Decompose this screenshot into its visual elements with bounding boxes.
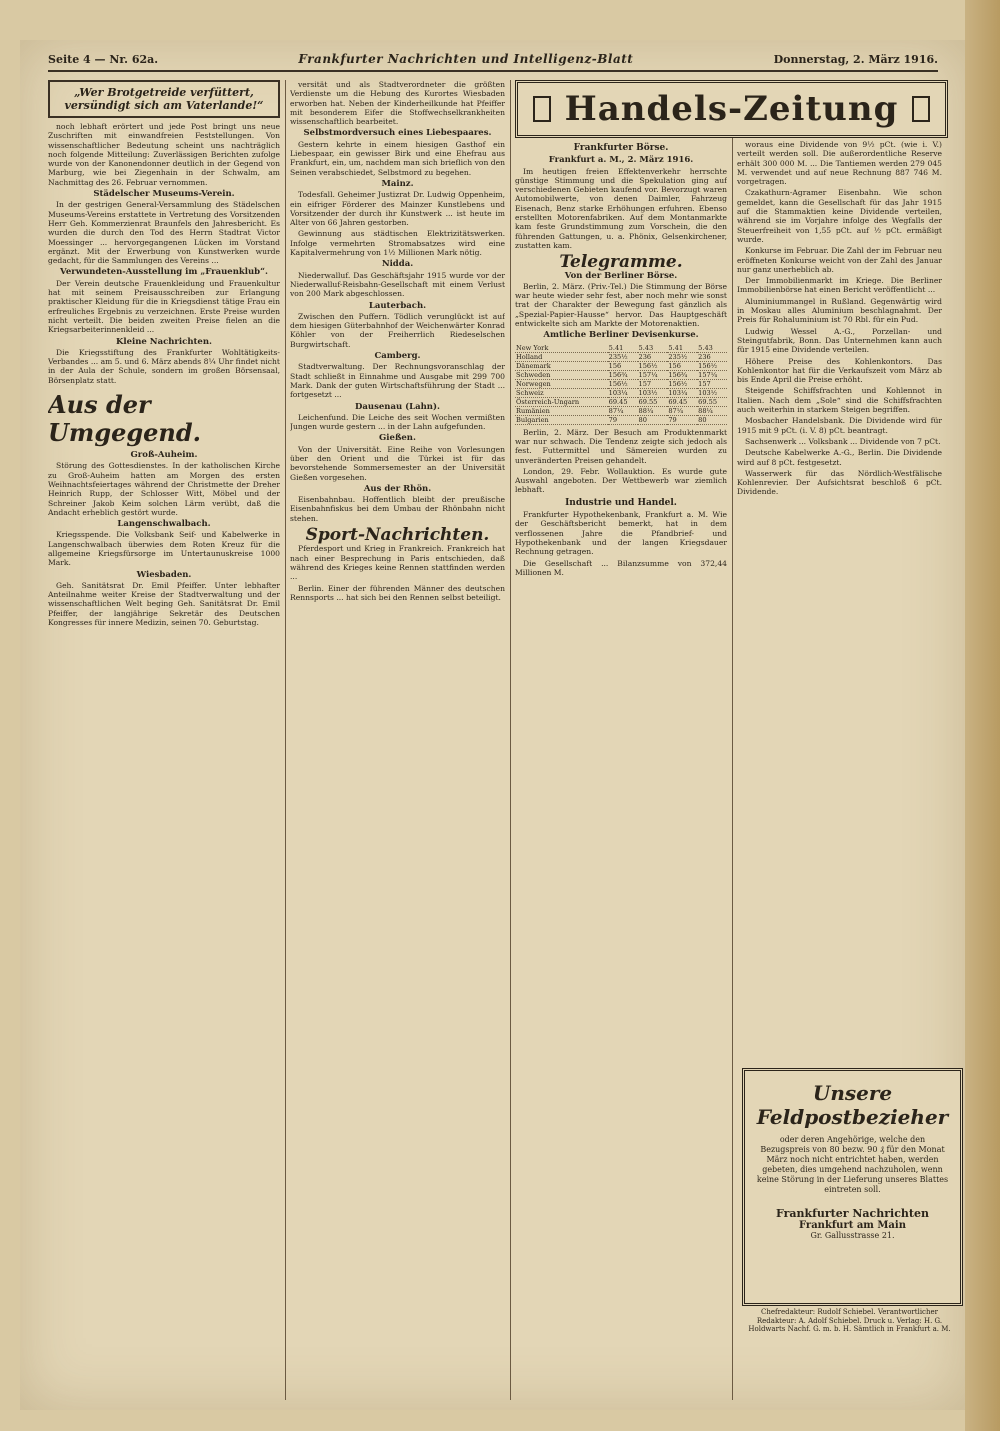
devisen-table xyxy=(515,344,727,425)
column-rule xyxy=(510,80,511,1400)
article-paragraph: Wasserwerk für das Nördlich-Westfälische Kohlenrevier. Der Aufsichtsrat beschloß 6 pCt. Dividende. xyxy=(737,468,942,497)
notice-title: Unsere Feldpostbezieher xyxy=(756,1081,949,1129)
column-2 xyxy=(290,80,505,1400)
page-number: Seite 4 — Nr. 62a. xyxy=(48,52,159,66)
section-heading: Mainz. xyxy=(381,178,414,189)
section-heading: Wiesbaden. xyxy=(136,569,192,580)
article-paragraph: Sachsenwerk ... Volksbank ... Dividende von 7 pCt. xyxy=(745,436,941,446)
table-cell: 5.41 xyxy=(608,344,638,353)
article-paragraph: Leichenfund. Die Leiche des seit Wochen vermißten Jungen wurde gestern ... in der Lahn aufgefunden. xyxy=(290,412,505,432)
article-paragraph: Berlin, 2. März. Der Besuch am Produktenmarkt war nur schwach. Die Tendenz zeigte sich jedoch als fest. Futtermittel und Sämereien wurden zu unveränderten Preisen gehandelt. xyxy=(515,427,727,465)
table-cell: Norwegen xyxy=(515,379,608,388)
article-paragraph: Stadtverwaltung. Der Rechnungsvoranschlag der Stadt schließt in Einnahme und Ausgabe mit 299 700 Mark. Dank der guten Wirtschaftsführung der Stadt ... fortgesetzt ... xyxy=(290,362,505,400)
publisher-name: Frankfurter Nachrichten xyxy=(775,1207,929,1220)
table-cell: Bulgarien xyxy=(515,415,608,424)
handels-zeitung-banner xyxy=(515,80,948,138)
table-cell: Österreich-Ungarn xyxy=(515,397,608,406)
table-cell: 103½ xyxy=(697,388,727,397)
imprint: Chefredakteur: Rudolf Schiebel. Verantwortlicher Redakteur: A. Adolf Schiebel. Druck u. Verlag: H. G. Holdwarts Nachf. G. m. b. H. Sämtlich in Frankfurt a. M. xyxy=(748,1308,951,1333)
article-paragraph: Deutsche Kabelwerke A.-G., Berlin. Die Dividende wird auf 8 pCt. festgesetzt. xyxy=(737,448,942,467)
article-paragraph: Gewinnung aus städtischen Elektrizitätswerken. Infolge vermehrten Stromabsatzes wird eine Kapitalvermehrung von 1½ Millionen Mark nötig. xyxy=(290,229,505,258)
table-cell: New York xyxy=(515,344,608,353)
table-cell: 156½ xyxy=(697,361,727,370)
feldpost-notice xyxy=(742,1068,963,1306)
page-header xyxy=(48,48,938,72)
table-cell: 5.41 xyxy=(667,344,697,353)
banner-title: Handels-Zeitung xyxy=(564,89,899,129)
table-cell: Holland xyxy=(515,352,608,361)
section-heading: Frankfurter Börse. xyxy=(573,143,669,153)
article-paragraph: Störung des Gottesdienstes. In der katholischen Kirche zu Groß-Auheim hatten am Morgen des ersten Weihnachtsfeiertages während der Christmette der Dreher Heinrich Rupp, der Schlosser Witt, Möbel und der Schreiner Jakob Keim solchen Lärm verübt, daß die Andacht erheblich gestört wurde. xyxy=(48,461,280,517)
table-row xyxy=(515,397,727,406)
table-cell: 236 xyxy=(638,352,668,361)
page-edge xyxy=(965,0,1000,1431)
article-paragraph: versität und als Stadtverordneter die größten Verdienste um die Hebung des Kurortes Wiesbaden erworben hat. Neben der Kinderheilkunde hat Pfeiffer mit besonderem Eifer die Stoffwechselkrankheiten wissenschaftlich bearbeitet. xyxy=(290,80,505,127)
article-paragraph: Von der Universität. Eine Reihe von Vorlesungen über den Orient und die Türkei ist für das bevorstehende Sommersemester an der Universität Gießen vorgesehen. xyxy=(290,444,505,482)
section-title-sport: Sport-Nachrichten. xyxy=(305,525,490,546)
article-paragraph: Czakathurn-Agramer Eisenbahn. Wie schon gemeldet, kann die Gesellschaft für das Jahr 1915 auf die Stammaktien keine Dividende verteilen, während sie im Vorjahre infolge des Wegfalls der Steuerfreiheit von 1,55 pCt. auf ½ pCt. ermäßigt wurde. xyxy=(737,188,942,244)
section-heading: Verwundeten-Ausstellung im „Frauenklub“. xyxy=(60,267,268,278)
article-paragraph: Berlin. Einer der führenden Männer des deutschen Rennsports ... hat sich bei den Rennen selbst beteiligt. xyxy=(290,583,505,602)
table-row xyxy=(515,388,727,397)
publisher-city: Frankfurt am Main xyxy=(799,1220,906,1231)
table-cell: 156 xyxy=(608,361,638,370)
table-cell: 156½ xyxy=(638,361,668,370)
article-paragraph: Kriegsspende. Die Volksbank Seif- und Kabelwerke in Langenschwalbach überwies dem Roten Kreuz für die allgemeine Kriegsfürsorge im Untertaunuskreise 1000 Mark. xyxy=(48,530,280,568)
article-paragraph: Höhere Preise des Kohlenkontors. Das Kohlenkontor hat für die Verkaufszeit vom März ab bis Ende April die Preise erhöht. xyxy=(737,356,942,385)
article-paragraph: Frankfurter Hypothekenbank, Frankfurt a. M. Wie der Geschäftsbericht bemerkt, hat in dem verflossenen Jahre die Pfandbrief- und Hypothekenbank und der langen Kriegsdauer Rechnung getragen. xyxy=(515,510,727,557)
publisher-address: Gr. Gallusstrasse 21. xyxy=(810,1231,895,1240)
table-cell: 235½ xyxy=(608,352,638,361)
article-paragraph: Die Gesellschaft ... Bilanzsumme von 372,44 Millionen M. xyxy=(515,558,727,577)
section-heading: Industrie und Handel. xyxy=(565,497,677,508)
column-1 xyxy=(48,80,280,1400)
table-cell: 69.55 xyxy=(697,397,727,406)
article-paragraph: Berlin, 2. März. (Priv.-Tel.) Die Stimmung der Börse war heute wieder sehr fest, aber noch mehr wie sonst trat der Charakter der Bewegung fast gänzlich als „Spezial-Papier-Hausse“ hervor. Das Hauptgeschäft entwickelte sich am Markte der Motorenaktien. xyxy=(515,281,727,329)
table-cell: Schweiz xyxy=(515,388,608,397)
table-cell: 236 xyxy=(697,352,727,361)
table-cell: 79 xyxy=(667,415,697,424)
section-heading: Lauterbach. xyxy=(368,300,427,311)
issue-date: Donnerstag, 2. März 1916. xyxy=(773,52,938,66)
table-row xyxy=(515,415,727,424)
section-heading: Aus der Rhön. xyxy=(363,483,432,494)
section-title-umgegend: Aus der Umgegend. xyxy=(48,390,202,448)
table-cell: 69.55 xyxy=(638,397,668,406)
article-paragraph: Der Verein deutsche Frauenkleidung und Frauenkultur hat mit seinem Preisausschreiben zur Erlangung praktischer Kleidung für die in Kriegsdienst tätige Frau ein erfreuliches Ergebnis zu verzeichnen. Erste Preise wurden nicht verteilt. Die beiden zweiten Preise fielen an die Kriegsarbeiterinnenkleid ... xyxy=(48,278,280,335)
table-cell: 79 xyxy=(608,415,638,424)
table-cell: 103½ xyxy=(638,388,668,397)
section-heading: Groß-Auheim. xyxy=(130,450,198,461)
article-paragraph: In der gestrigen General-Versammlung des Städelschen Museums-Vereins erstattete in Vertretung des Vorsitzenden Herr Geh. Kommerzienrat Braunfels den Jahresbericht. Es wurden die durch den Tod des Herrn Stadtrat Victor Moessinger ... hervorgegangenen Lücken im Vorstand ergänzt. Mit der Erwerbung von Kunstwerken wurde gedacht, für die Sammlungen des Vereins ... xyxy=(48,200,280,266)
table-cell: 157¼ xyxy=(697,370,727,379)
table-cell: 88¼ xyxy=(638,406,668,415)
table-cell: 80 xyxy=(638,415,668,424)
column-4 xyxy=(737,140,942,885)
section-heading: Von der Berliner Börse. xyxy=(564,270,678,281)
boxed-headline: „Wer Brotgetreide verfüttert, versündigt sich am Vaterlande!“ xyxy=(48,80,280,118)
table-cell: 87¼ xyxy=(608,406,638,415)
table-cell: 157¼ xyxy=(638,370,668,379)
section-heading: Selbstmordversuch eines Liebespaares. xyxy=(303,128,492,139)
table-cell: 157 xyxy=(638,379,668,388)
table-row xyxy=(515,352,727,361)
section-heading: Kleine Nachrichten. xyxy=(116,336,212,347)
article-paragraph: Mosbacher Handelsbank. Die Dividende wird für 1915 mit 9 pCt. (i. V. 8) pCt. beantragt. xyxy=(737,416,942,435)
table-cell: 156½ xyxy=(667,379,697,388)
section-heading: Städelscher Museums-Verein. xyxy=(93,189,235,200)
section-heading: Camberg. xyxy=(374,351,421,362)
notice-text: oder deren Angehörige, welche den Bezugspreis von 80 bezw. 90 ₰ für den Monat März noch nicht entrichtet haben, werden gebeten, dies umgehend nachzuholen, wenn keine Störung in der Lieferung unseres Blattes eintreten soll. xyxy=(756,1135,949,1194)
table-cell: Rumänien xyxy=(515,406,608,415)
table-cell: 156¾ xyxy=(608,370,638,379)
table-row xyxy=(515,344,727,353)
table-cell: 5.43 xyxy=(697,344,727,353)
article-paragraph: Konkurse im Februar. Die Zahl der im Februar neu eröffneten Konkurse weicht von der Zahl des Januar nur ganz unerheblich ab. xyxy=(737,246,942,274)
table-cell: 103¼ xyxy=(608,388,638,397)
table-cell: 88¼ xyxy=(697,406,727,415)
table-title: Amtliche Berliner Devisenkurse. xyxy=(543,330,699,341)
article-paragraph: Ludwig Wessel A.-G., Porzellan- und Steingutfabrik, Bonn. Das Unternehmen kann auch für 1915 eine Dividende verteilen. xyxy=(737,326,942,355)
article-paragraph: Eisenbahnbau. Hoffentlich bleibt der preußische Eisenbahnfiskus bei dem Umbau der Rhönbahn nicht stehen. xyxy=(290,495,505,523)
section-heading: Gießen. xyxy=(379,433,416,444)
column-rule xyxy=(732,80,733,1400)
table-cell: 87¼ xyxy=(667,406,697,415)
article-paragraph: Der Immobilienmarkt im Kriege. Die Berliner Immobilienbörse hat einen Bericht veröffentlicht ... xyxy=(737,276,942,295)
table-cell: 103¼ xyxy=(667,388,697,397)
newspaper-title: Frankfurter Nachrichten und Intelligenz-Blatt xyxy=(298,52,634,66)
ornament-icon xyxy=(533,96,551,122)
section-heading: Langenschwalbach. xyxy=(117,519,211,530)
section-title-telegramme: Telegramme. xyxy=(559,252,683,273)
article-paragraph: Die Kriegsstiftung des Frankfurter Wohltätigkeits-Verbandes ... am 5. und 6. März abends 8¼ Uhr findet nicht in der Aula der Schule, sondern im großen Börsensaal, Börsenplatz statt. xyxy=(48,347,280,385)
article-paragraph: Geh. Sanitätsrat Dr. Emil Pfeiffer. Unter lebhafter Anteilnahme weiter Kreise der Stadtverwaltung und der wissenschaftlichen Welt beging Geh. Sanitätsrat Dr. Emil Pfeiffer, der langjährige Sekretär des Deutschen Kongresses für innere Medizin, seinen 70. Geburtstag. xyxy=(48,580,280,628)
section-heading: Dausenau (Lahn). xyxy=(355,401,440,412)
table-cell: Dänemark xyxy=(515,361,608,370)
table-row xyxy=(515,370,727,379)
table-row xyxy=(515,406,727,415)
table-row xyxy=(515,379,727,388)
article-paragraph: Niederwalluf. Das Geschäftsjahr 1915 wurde vor der Niederwalluf-Reisbahn-Gesellschaft mit einem Verlust von 200 Mark abgeschlossen. xyxy=(290,270,505,299)
article-paragraph: Pferdesport und Krieg in Frankreich. Frankreich hat nach einer Besprechung in Paris entschieden, daß während des Krieges keine Rennen stattfinden werden ... xyxy=(290,544,505,582)
article-paragraph: noch lebhaft erörtert und jede Post bringt uns neue Zuschriften mit einwandfreien Feststellungen. Von wissenschaftlicher Bedeutung scheint uns nachträglich noch folgende Mitteilung: Zuverlässigen Berichten zufolge wurde von der Kanonendonner deutlich in der Gegend von Marburg, wie bei Ziegenhain in der Schwalm, am Nachmittag des 26. Februar vernommen. xyxy=(48,122,280,187)
column-3 xyxy=(515,140,727,1400)
ornament-icon xyxy=(912,96,930,122)
article-paragraph: Im heutigen freien Effektenverkehr herrschte günstige Stimmung und die Spekulation ging auf verschiedenen Gebieten kaufend vor. Bevorzugt waren Automobilwerte, von denen Daimler, Fahrzeug Eisenach, Benz starke Erhöhungen erfuhren. Ebenso erstellten Motorenfabriken. Auf dem Montanmarkte kam feste Grundstimmung zum Vorschein, die den führenden Gattungen, u. a. Phönix, Gelsenkirchener, zustatten kam. xyxy=(515,166,727,250)
article-paragraph: woraus eine Dividende von 9½ pCt. (wie i. V.) verteilt werden soll. Die außerordentliche Reserve erhält 300 000 M. ... Die Tantiemen werden 279 045 M. verwendet und auf neue Rechnung 887 746 M. vorgetragen. xyxy=(737,140,942,187)
section-heading: Nidda. xyxy=(381,259,414,270)
table-cell: 235½ xyxy=(667,352,697,361)
table-cell: 69.45 xyxy=(608,397,638,406)
table-row xyxy=(515,361,727,370)
article-paragraph: Steigende Schiffsfrachten und Kohlennot in Italien. Nach dem „Sole“ sind die Schiffsfrachten auch weiterhin in starkem Steigen begriffen. xyxy=(737,386,942,415)
table-cell: Schweden xyxy=(515,370,608,379)
article-paragraph: Aluminiummangel in Rußland. Gegenwärtig wird in Moskau alles Aluminium beschlagnahmt. Der Preis für Rohaluminium ist 70 Rbl. für ein Pud. xyxy=(737,296,942,325)
table-cell: 5.43 xyxy=(638,344,668,353)
table-cell: 156½ xyxy=(608,379,638,388)
table-cell: 157 xyxy=(697,379,727,388)
article-paragraph: Gestern kehrte in einem hiesigen Gasthof ein Liebespaar, ein gewisser Birk und eine Ehefrau aus Frankfurt, ein, um, nachdem man sich brieflich von den Seinen verabschiedet, Selbstmord zu begehen. xyxy=(290,139,505,177)
column-rule xyxy=(285,80,286,1400)
table-cell: 156 xyxy=(667,361,697,370)
article-paragraph: Todesfall. Geheimer Justizrat Dr. Ludwig Oppenheim, ein eifriger Förderer des Mainzer Kunstlebens und Vorsitzender der durch ihr Kunstwerk ... ist heute im Alter von 66 Jahren gestorben. xyxy=(290,190,505,228)
article-paragraph: London, 29. Febr. Wollauktion. Es wurde gute Auswahl angeboten. Der Wettbewerb war ziemlich lebhaft. xyxy=(515,466,727,495)
table-cell: 69.45 xyxy=(667,397,697,406)
dateline: Frankfurt a. M., 2. März 1916. xyxy=(548,155,694,166)
table-cell: 80 xyxy=(697,415,727,424)
article-paragraph: Zwischen den Puffern. Tödlich verunglückt ist auf dem hiesigen Güterbahnhof der Weichenwärter Konrad Köhler von der Freiherrlich Riedeselschen Burgwirtschaft. xyxy=(290,311,505,349)
table-cell: 156¾ xyxy=(667,370,697,379)
